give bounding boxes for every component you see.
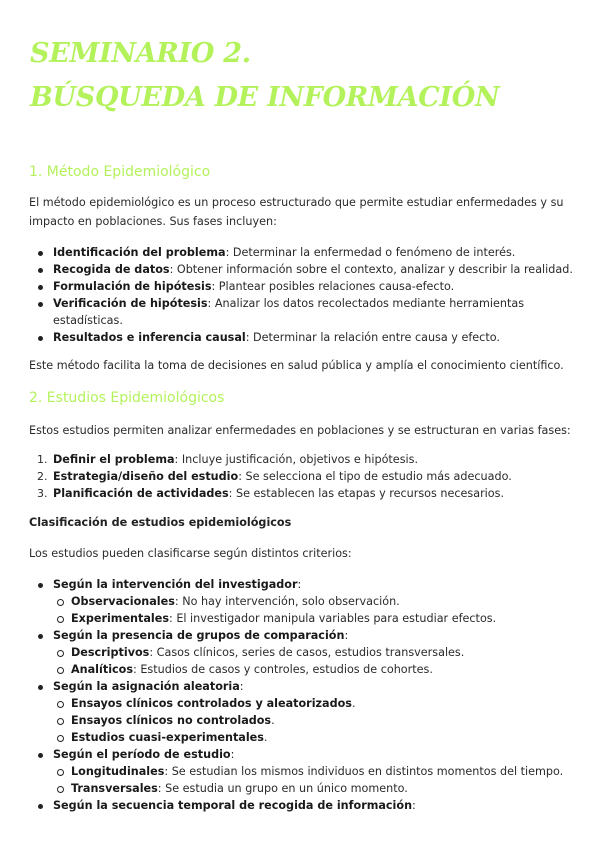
list-item: Experimentales: El investigador manipula variables para estudiar efectos. [53, 610, 579, 627]
section1-heading: 1. Método Epidemiológico [29, 164, 211, 180]
circle-bullet-icon [57, 616, 64, 623]
bullet-icon [38, 251, 43, 256]
circle-bullet-icon [57, 769, 64, 776]
classification-intro: Los estudios pueden clasificarse según distintos criterios: [29, 547, 352, 560]
list-item: Transversales: Se estudia un grupo en un único momento. [53, 780, 579, 797]
list-item: Según la intervención del investigador: Observacionales: No hay intervención, solo observación. Experimentales: El investigador manipula variables para estudiar efectos. [29, 576, 579, 627]
bullet-icon [38, 336, 43, 341]
list-item: Ensayos clínicos controlados y aleatorizados. [53, 695, 579, 712]
main-title-line1: SEMINARIO 2. [30, 38, 251, 69]
bullet-icon [38, 804, 43, 809]
main-title-line2: BÚSQUEDA DE INFORMACIÓN [30, 82, 500, 113]
bullet-icon [38, 268, 43, 273]
list-item: Según el período de estudio: Longitudinales: Se estudian los mismos individuos en distintos momentos del tiempo. Transversales: Se estudia un grupo en un único momento. [29, 746, 579, 797]
section2-heading: 2. Estudios Epidemiológicos [29, 390, 225, 406]
section1-intro: El método epidemiológico es un proceso estructurado que permite estudiar enfermedades y su impacto en poblaciones. Sus fases incluyen: [29, 196, 564, 228]
list-item: 2. Estrategia/diseño del estudio: Se selecciona el tipo de estudio más adecuado. [37, 470, 512, 483]
circle-bullet-icon [57, 701, 64, 708]
step-number: 3. [37, 487, 48, 500]
sublist [53, 593, 579, 627]
bullet-icon [38, 685, 43, 690]
list-item: Descriptivos: Casos clínicos, series de casos, estudios transversales. [53, 644, 579, 661]
bullet-icon [38, 634, 43, 639]
list-item: Según la secuencia temporal de recogida de información: [29, 797, 579, 814]
sublist [53, 644, 579, 678]
sublist [53, 763, 579, 797]
step-number: 2. [37, 470, 48, 483]
bullet-icon [38, 583, 43, 588]
circle-bullet-icon [57, 650, 64, 657]
list-item: Ensayos clínicos no controlados. [53, 712, 579, 729]
list-item: Según la presencia de grupos de comparación: Descriptivos: Casos clínicos, series de casos, estudios transversales. Analíticos: Estudios de casos y controles, estudios de cohortes. [29, 627, 579, 678]
list-item: 1. Definir el problema: Incluye justificación, objetivos e hipótesis. [37, 453, 419, 466]
list-item: Resultados e inferencia causal: Determinar la relación entre causa y efecto. [29, 329, 579, 346]
sublist [53, 695, 579, 746]
circle-bullet-icon [57, 667, 64, 674]
bullet-icon [38, 302, 43, 307]
main-title [30, 32, 499, 120]
list-item: Verificación de hipótesis: Analizar los datos recolectados mediante herramientas estadísticas. [29, 295, 579, 329]
step-number: 1. [37, 453, 48, 466]
list-item: Identificación del problema: Determinar la enfermedad o fenómeno de interés. [29, 244, 579, 261]
circle-bullet-icon [57, 735, 64, 742]
list-item: 3. Planificación de actividades: Se establecen las etapas y recursos necesarios. [37, 487, 505, 500]
list-item: Recogida de datos: Obtener información sobre el contexto, analizar y describir la realidad. [29, 261, 579, 278]
method-phases-list [29, 244, 579, 346]
list-item: Analíticos: Estudios de casos y controles, estudios de cohortes. [53, 661, 579, 678]
classification-heading: Clasificación de estudios epidemiológicos [29, 516, 292, 529]
list-item: Observacionales: No hay intervención, solo observación. [53, 593, 579, 610]
classification-list [29, 576, 579, 814]
list-item: Según la asignación aleatoria: Ensayos clínicos controlados y aleatorizados. Ensayos clínicos no controlados. Estudios cuasi-experimentales. [29, 678, 579, 746]
section2-intro: Estos estudios permiten analizar enfermedades en poblaciones y se estructuran en varias fases: [29, 424, 571, 437]
list-item: Estudios cuasi-experimentales. [53, 729, 579, 746]
circle-bullet-icon [57, 786, 64, 793]
circle-bullet-icon [57, 718, 64, 725]
section1-outro: Este método facilita la toma de decisiones en salud pública y amplía el conocimiento científico. [29, 359, 564, 372]
bullet-icon [38, 285, 43, 290]
list-item: Formulación de hipótesis: Plantear posibles relaciones causa-efecto. [29, 278, 579, 295]
list-item: Longitudinales: Se estudian los mismos individuos en distintos momentos del tiempo. [53, 763, 579, 780]
bullet-icon [38, 753, 43, 758]
study-phases-list [29, 451, 579, 502]
circle-bullet-icon [57, 599, 64, 606]
